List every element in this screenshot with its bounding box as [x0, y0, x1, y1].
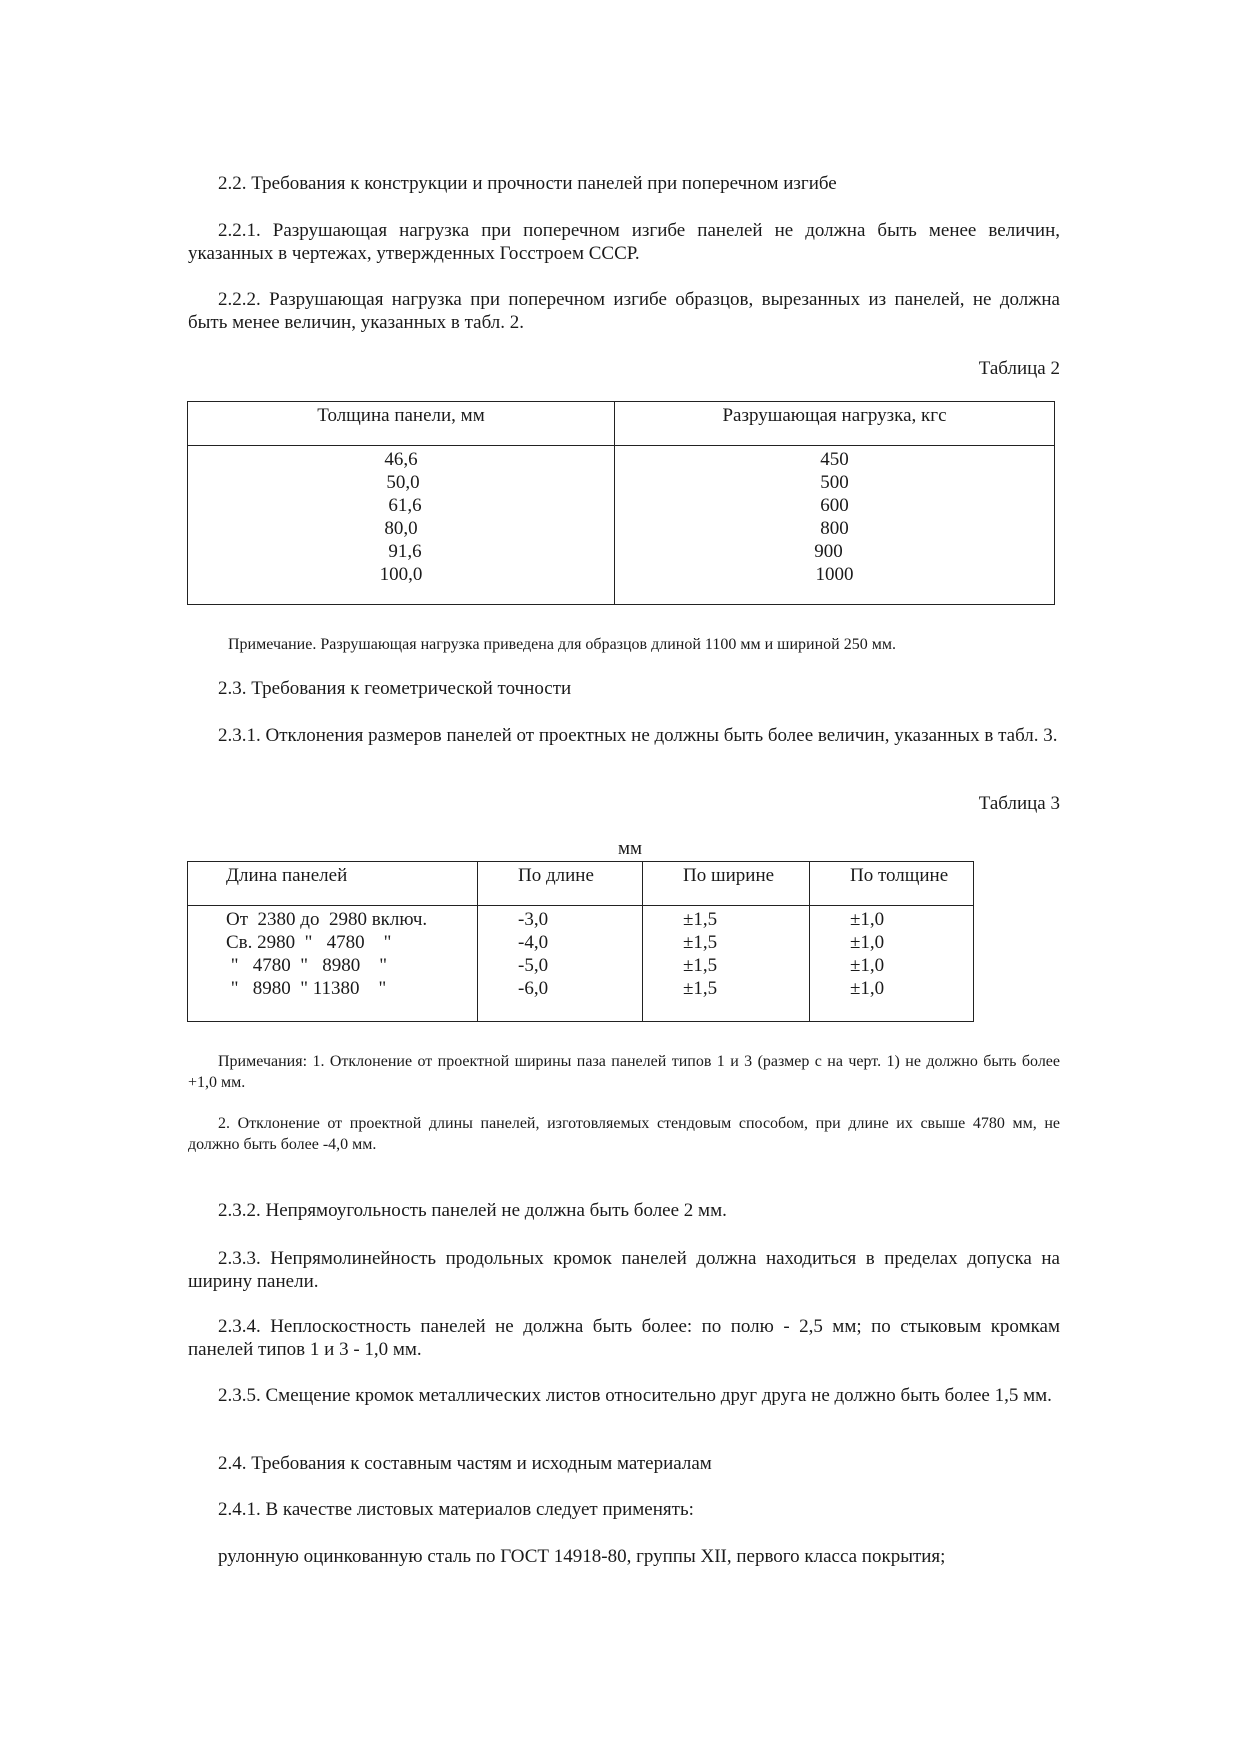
table2-header-row [188, 402, 1055, 446]
section-2-3-heading: 2.3. Требования к геометрической точности [218, 678, 572, 699]
table-cell: 900 [814, 541, 843, 562]
table2-note: Примечание. Разрушающая нагрузка приведена для образцов длиной 1100 мм и шириной 250 мм. [228, 636, 896, 653]
table-cell: ±1,5 [683, 955, 718, 976]
table3-by-width-column [643, 906, 810, 1022]
table3-header-length: Длина панелей [188, 862, 478, 906]
table3-note-2: 2. Отклонение от проектной длины панелей, изготовляемых стендовым способом, при длине их свыше 4780 мм, не должно быть более -4,0 мм. [188, 1115, 1060, 1153]
table-cell: 450 [820, 449, 849, 470]
table2-header-thickness: Толщина панели, мм [188, 402, 615, 446]
table-2 [187, 401, 1055, 605]
table-cell: 500 [820, 472, 849, 493]
paragraph-2-3-5: 2.3.5. Смещение кромок металлических листов относительно друг друга не должно быть более 1,5 мм. [218, 1385, 1052, 1406]
table2-load-column [615, 446, 1055, 605]
table-cell: -3,0 [518, 909, 549, 930]
table-cell: 61,6 [388, 495, 422, 516]
table-cell: -6,0 [518, 978, 549, 999]
table3-by-length-column [478, 906, 643, 1022]
paragraph-2-4-1: 2.4.1. В качестве листовых материалов следует применять: [218, 1499, 694, 1520]
table-cell: 80,0 [384, 518, 418, 539]
table2-body-row [188, 446, 1055, 605]
table-cell: 1000 [815, 564, 854, 585]
paragraph-2-3-4: 2.3.4. Неплоскостность панелей не должна быть более: по полю - 2,5 мм; по стыковым кромкам панелей типов 1 и 3 - 1,0 мм. [188, 1316, 1060, 1360]
table3-header-by-thickness: По толщине [810, 862, 974, 906]
table-cell: ±1,0 [850, 909, 885, 930]
table3-by-thickness-column [810, 906, 974, 1022]
table3-unit: мм [618, 838, 643, 859]
table2-caption: Таблица 2 [978, 358, 1060, 379]
table3-length-column [188, 906, 478, 1022]
table-cell: 46,6 [384, 449, 418, 470]
table-cell: " 8980 " 11380 " [226, 978, 387, 999]
table-cell: От 2380 до 2980 включ. [226, 909, 428, 930]
table3-caption: Таблица 3 [978, 793, 1060, 814]
table-cell: -4,0 [518, 932, 549, 953]
table2-thickness-column [188, 446, 615, 605]
table-cell: ±1,5 [683, 909, 718, 930]
paragraph-2-3-3: 2.3.3. Непрямолинейность продольных кромок панелей должна находиться в пределах допуска на ширину панели. [188, 1248, 1060, 1292]
table-3 [187, 861, 974, 1022]
table-cell: 600 [820, 495, 849, 516]
table-cell: 50,0 [386, 472, 420, 493]
list-item-galvanized-steel: рулонную оцинкованную сталь по ГОСТ 14918-80, группы XII, первого класса покрытия; [218, 1546, 946, 1567]
table-cell: ±1,0 [850, 932, 885, 953]
table3-header-by-length: По длине [478, 862, 643, 906]
table-cell: 91,6 [388, 541, 422, 562]
table-cell: Св. 2980 " 4780 " [226, 932, 392, 953]
section-2-4-heading: 2.4. Требования к составным частям и исходным материалам [218, 1453, 712, 1474]
table3-header-by-width: По ширине [643, 862, 810, 906]
table-cell: ±1,0 [850, 955, 885, 976]
section-2-2-heading: 2.2. Требования к конструкции и прочности панелей при поперечном изгибе [218, 173, 837, 194]
table-cell: -5,0 [518, 955, 549, 976]
table-cell: 800 [820, 518, 849, 539]
table3-note-1: Примечания: 1. Отклонение от проектной ширины паза панелей типов 1 и 3 (размер с на черт. 1) не должно быть более +1,0 мм. [188, 1053, 1060, 1091]
table3-header-row [188, 862, 974, 906]
table-cell: " 4780 " 8980 " [226, 955, 388, 976]
table-cell: ±1,5 [683, 978, 718, 999]
paragraph-2-3-2: 2.3.2. Непрямоугольность панелей не должна быть более 2 мм. [218, 1200, 727, 1221]
table3-body-row [188, 906, 974, 1022]
paragraph-2-3-1: 2.3.1. Отклонения размеров панелей от проектных не должны быть более величин, указанных в табл. 3. [218, 725, 1058, 746]
paragraph-2-2-2: 2.2.2. Разрушающая нагрузка при поперечном изгибе образцов, вырезанных из панелей, не должна быть менее величин, указанных в табл. 2. [188, 289, 1060, 333]
table-cell: ±1,0 [850, 978, 885, 999]
paragraph-2-2-1: 2.2.1. Разрушающая нагрузка при поперечном изгибе панелей не должна быть менее величин, указанных в чертежах, утвержденных Госстроем СССР. [188, 220, 1060, 264]
table-cell: ±1,5 [683, 932, 718, 953]
table-cell: 100,0 [379, 564, 423, 585]
table2-header-load: Разрушающая нагрузка, кгс [615, 402, 1055, 446]
